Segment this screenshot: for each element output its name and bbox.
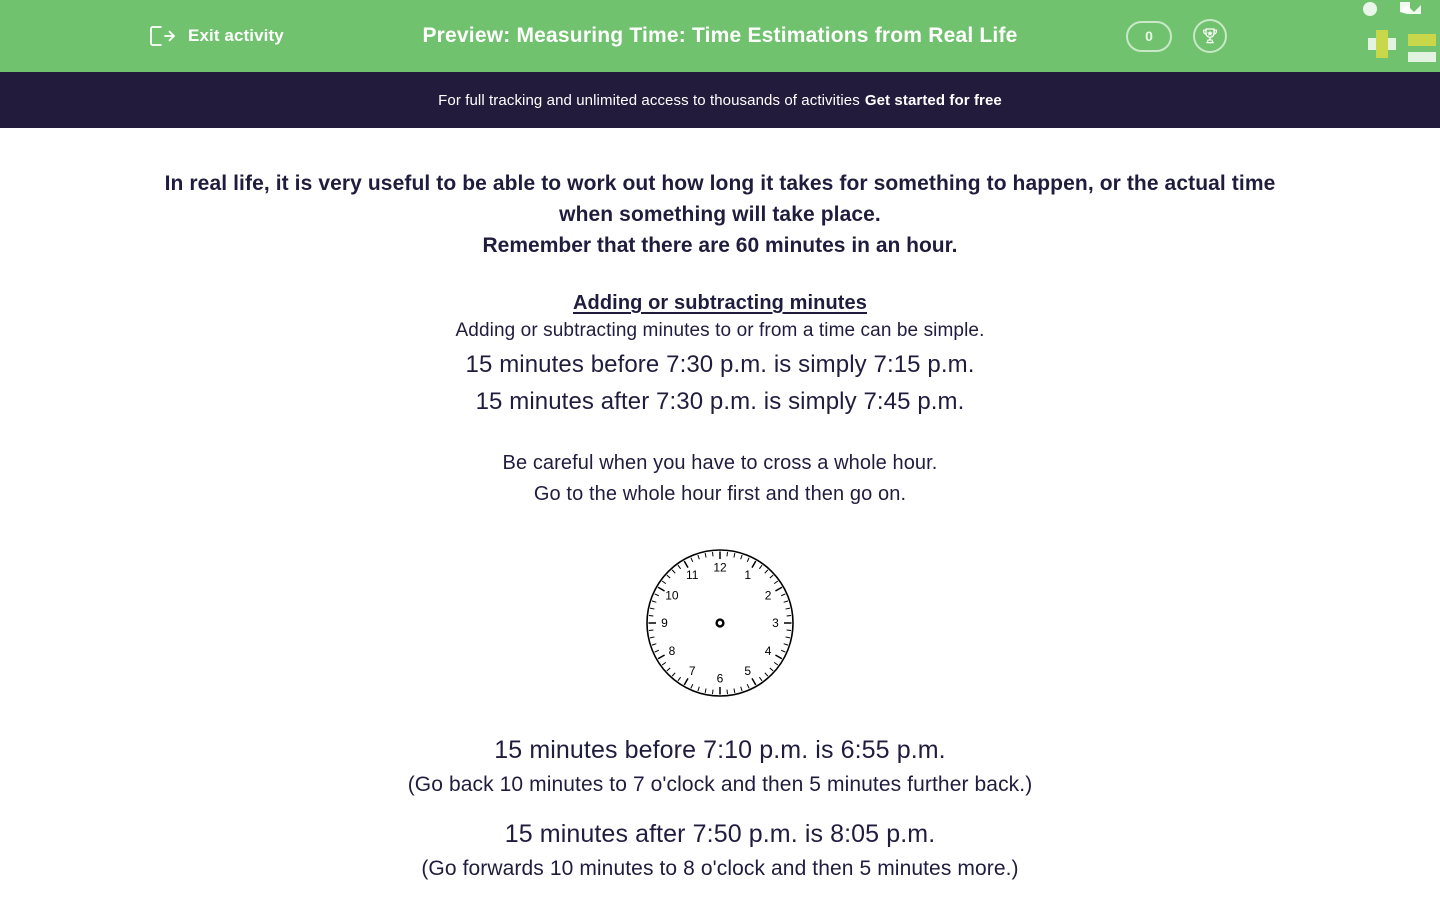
clock-numeral: 8	[668, 643, 676, 658]
header-decoration	[1356, 0, 1440, 72]
clock-numeral: 5	[744, 664, 752, 679]
clock-numeral: 7	[688, 664, 696, 679]
clock-numeral: 12	[713, 560, 727, 575]
remember-line	[0, 230, 1440, 261]
clock-numeral: 3	[772, 616, 779, 630]
result-note-1: (Go back 10 minutes to 7 o'clock and then 5 minutes further back.)	[407, 773, 1033, 796]
trophy-button[interactable]	[1193, 19, 1227, 53]
result-statement-2: 15 minutes after 7:50 p.m. is 8:05 p.m.	[504, 820, 936, 848]
clock-numeral: 4	[764, 643, 772, 658]
section-lead: Adding or subtracting minutes to or from a time can be simple.	[455, 320, 985, 341]
promo-text: For full tracking and unlimited access to thousands of activities	[438, 91, 860, 109]
careful-line-1: Be careful when you have to cross a whole hour.	[502, 452, 938, 474]
remember-suffix: in an hour.	[845, 234, 958, 257]
analog-clock-face	[645, 548, 795, 698]
trophy-icon	[1200, 26, 1220, 46]
example-line-1: 15 minutes before 7:30 p.m. is simply 7:15 p.m.	[465, 351, 975, 378]
result-statement-1: 15 minutes before 7:10 p.m. is 6:55 p.m.	[494, 736, 946, 764]
clock-numeral: 2	[764, 588, 772, 603]
remember-highlight: 60 minutes	[735, 234, 846, 257]
clock-numeral: 1	[744, 567, 752, 582]
header-actions	[1126, 0, 1227, 72]
get-started-link[interactable]: Get started for free	[864, 91, 1002, 109]
clock-numeral: 10	[665, 588, 679, 603]
remember-prefix: Remember that there are	[482, 234, 736, 257]
page-title: Preview: Measuring Time: Time Estimations from Real Life	[422, 24, 1018, 47]
exit-arrow-icon	[148, 24, 176, 48]
intro-paragraph: In real life, it is very useful to be able to work out how long it takes for something to happen, or the actual time when something will take place.	[164, 172, 1276, 226]
clock-numeral: 9	[661, 616, 668, 630]
example-line-2: 15 minutes after 7:30 p.m. is simply 7:45 p.m.	[475, 388, 965, 415]
clock-illustration	[0, 548, 1440, 698]
exit-activity-button[interactable]	[148, 0, 284, 72]
clock-numeral: 6	[716, 671, 724, 686]
activity-content	[0, 128, 1440, 886]
careful-line-2: Go to the whole hour first and then go on.	[533, 483, 907, 505]
exit-activity-label: Exit activity	[188, 26, 284, 45]
clock-numeral: 11	[686, 567, 699, 582]
promo-banner	[0, 72, 1440, 128]
section-heading: Adding or subtracting minutes	[572, 292, 867, 314]
score-badge[interactable]	[1126, 21, 1172, 52]
result-note-2: (Go forwards 10 minutes to 8 o'clock and then 5 minutes more.)	[421, 857, 1019, 880]
score-value: 0	[1145, 28, 1153, 44]
app-header	[0, 0, 1440, 72]
